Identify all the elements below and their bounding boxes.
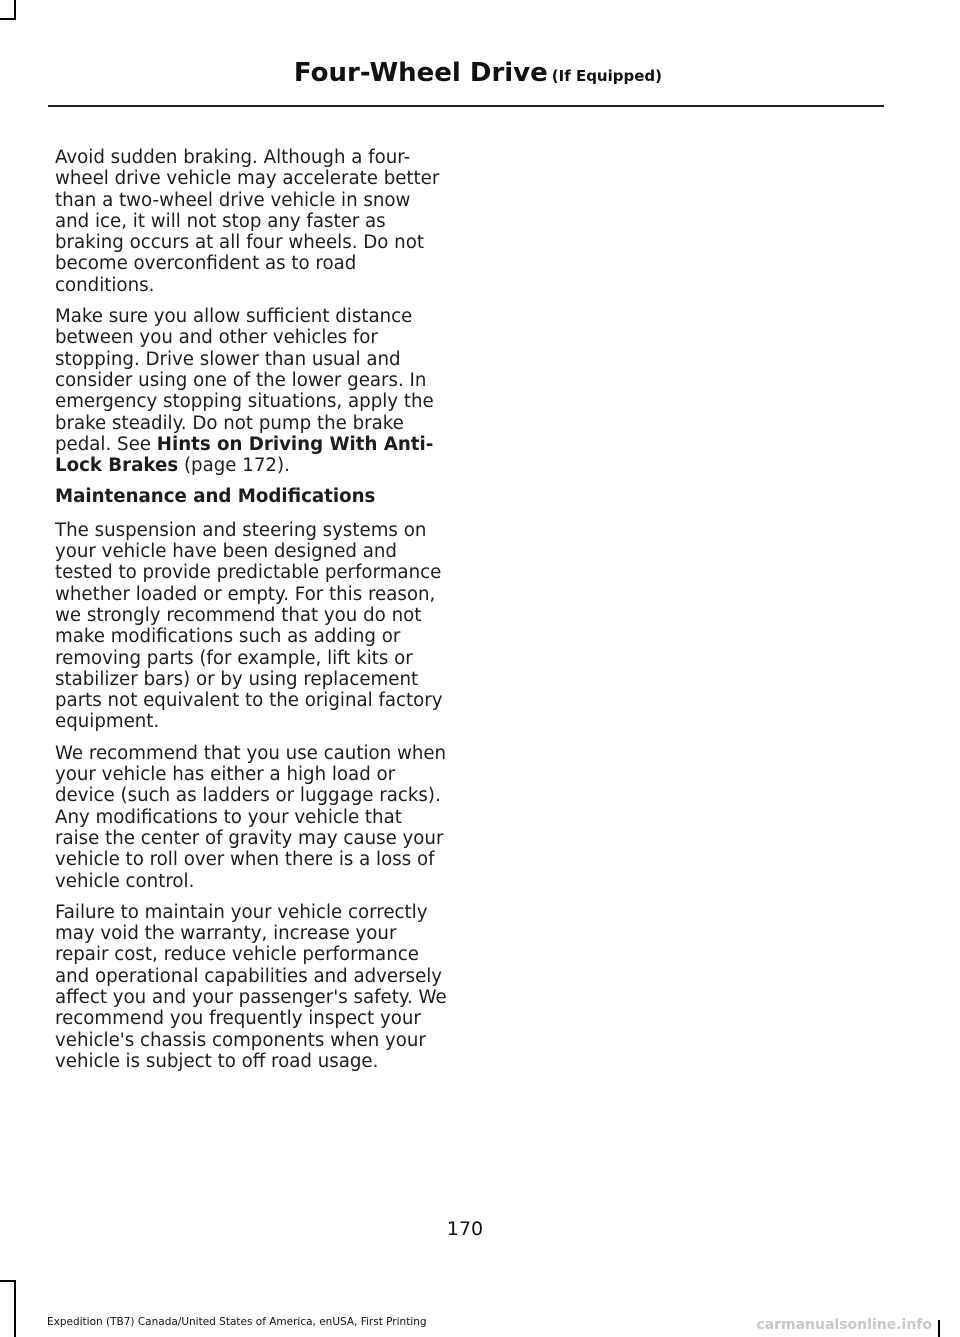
text-column bbox=[55, 147, 450, 1082]
crop-mark-bottom-right-vertical bbox=[938, 1320, 940, 1337]
chapter-title: Four-Wheel Drive bbox=[293, 58, 548, 88]
crop-mark-bottom-left-vertical bbox=[14, 1280, 16, 1337]
paragraph-stopping-distance bbox=[55, 306, 450, 476]
paragraph-stopping-text: Make sure you allow sufficient distance between you and other vehicles for stopping. Drive slower than usual and consider using one of the lower gears. In emergency stopping situations, apply the brake steadily. Do not pump the brake pedal. See bbox=[55, 306, 434, 455]
paragraph-sudden-braking: Avoid sudden braking. Although a four-wheel drive vehicle may accelerate better than a two-wheel drive vehicle in snow and ice, it will not stop any faster as braking occurs at all four wheels. Do not become overconfident as to road conditions. bbox=[55, 147, 440, 296]
crop-mark-top-left-horizontal bbox=[0, 18, 16, 20]
paragraph-caution-load: We recommend that you use caution when your vehicle has either a high load or device (such as ladders or luggage racks). Any modifications to your vehicle that raise the center of gravity may cause your vehicle to roll over when there is a loss of vehicle control. bbox=[55, 742, 447, 892]
page-title bbox=[294, 58, 662, 88]
cross-reference-link[interactable]: Hints on Driving With Anti-Lock Brakes bbox=[55, 433, 434, 477]
crop-mark-bottom-left-horizontal bbox=[0, 1280, 16, 1282]
footer-edition: Expedition (TB7) Canada/United States of America, enUSA, First Printing bbox=[47, 1316, 427, 1328]
header-divider bbox=[48, 105, 884, 107]
chapter-subtitle: (If Equipped) bbox=[551, 67, 662, 85]
section-heading: Maintenance and Modifications bbox=[55, 486, 376, 508]
paragraph-suspension: The suspension and steering systems on your vehicle have been designed and tested to provide predictable performance whether loaded or empty. For this reason, we strongly recommend that you do not make modifications such as adding or removing parts (for example, lift kits or stabilizer bars) or by using replacement parts not equivalent to the original factory equipment. bbox=[55, 519, 443, 733]
watermark: carmanualsonline.info bbox=[756, 1317, 932, 1333]
cross-reference-page: (page 172). bbox=[178, 455, 290, 477]
page-number: 170 bbox=[446, 1218, 484, 1240]
crop-mark-top-left-vertical bbox=[14, 0, 16, 20]
paragraph-maintenance: Failure to maintain your vehicle correctly may void the warranty, increase your repair cost, reduce vehicle performance and operational capabilities and adversely affect you and your passenger's safety. We recommend you frequently inspect your vehicle's chassis components when your vehicle is subject to off road usage. bbox=[55, 901, 447, 1072]
